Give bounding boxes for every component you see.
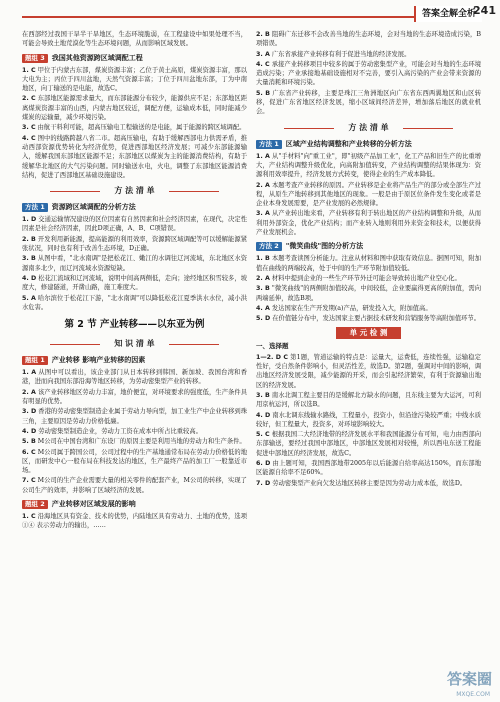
chapter-title: 第 2 节 产业转移——以东亚为例 [64, 319, 205, 331]
answer-number: 7. D [256, 479, 271, 487]
answer-number: 2. B [22, 235, 36, 243]
answer-text: M公司的生产企业需要大量的相关零件的配套产业，M公司的转移，实现了公司生产的效率，并影响了区域经济的发展。 [22, 477, 247, 494]
answer-item [256, 314, 481, 323]
answer-number: 2. B [256, 31, 270, 38]
answer-item [256, 304, 481, 313]
page-number: 241 [473, 4, 496, 17]
answer-number: 1. D [22, 216, 37, 224]
topic-title: 产业转移对区域发展的影响 [51, 499, 136, 508]
answer-item [22, 254, 247, 273]
answer-item [256, 50, 481, 59]
answer-number: 3. C [22, 124, 36, 132]
method-title: 区域产业结构调整和产业转移的分析方法 [285, 139, 412, 148]
answer-text: M公司属于跨国公司，公司过程中的生产基地通常布局在劳动力价格低的地区，而研发中心一般布局在科技发达的地区，生产最终产品的加工厂一般靠近市场。 [22, 448, 247, 475]
answer-item [22, 368, 247, 387]
answer-text: 从图中可以看出，该企业部门从日本转移到韩国、新加坡、我国台湾和香港，进而向我国东部沿海等地区转移，为劳动密集型产业的转移。 [22, 369, 247, 386]
right-column [256, 30, 481, 489]
answer-item [22, 407, 247, 426]
answer-item [22, 94, 247, 122]
answer-text: 从图中看，"北水南调"是把松花江、嫩江的水调往辽河流域，东北地区水资源南多北少，而辽河流域水资源短缺。 [22, 255, 247, 272]
answer-number: 3. B [22, 255, 36, 263]
answer-number: 5. C [256, 431, 270, 439]
answer-item [22, 66, 247, 94]
answer-text: "微笑曲线"的两侧附加值较高，中间较低，企业要赢得更高的附加值，需向两端延伸，故选B项。 [256, 285, 481, 302]
answer-text: 发达国家在生产开发期(a)产品，研发投入大，附加值高。 [271, 304, 432, 312]
unit-banner [256, 327, 481, 339]
answer-list [256, 254, 481, 323]
answer-item [22, 448, 247, 476]
answer-number: 1—2. D C [256, 353, 288, 361]
answer-item [22, 235, 247, 254]
answer-number: 2. A [256, 181, 270, 189]
answer-text: 广东省承接产业转移有利于促进当地的经济发展。 [271, 50, 411, 58]
topic-title: 产业转移 影响产业转移的因素 [51, 356, 146, 365]
method-tag: 方法 2 [256, 242, 282, 251]
answer-item [256, 284, 481, 303]
answer-text: 本题考查产业转移的原因。产业转移是企业将产品生产的部分或全部生产过程，从原生产地转移到其他地区的现象。一般是由于原区位条件发生变化或者是企业本身发展需要，是产业发展的必然规律。 [256, 181, 481, 208]
answer-item [256, 60, 481, 88]
answer-text: 图中的线路跨越八省二市。超高压输电，有助于缓解西部电力供需矛盾，推动西部资源优势转化为经济优势，促进西部地区经济发展；可减少东部能源输入，缓解我国东部地区能源不足；东部地区以煤炭为主的能源消费结构，有助于缓解华北地区的大气污染问题。同时输送水电，火电，调整了东部地区能源消费结构，促进了西部地区基础设施建设。 [22, 134, 247, 179]
answer-number: 3. D [22, 408, 37, 416]
answer-list [256, 152, 481, 238]
answer-number: 3. B [256, 285, 270, 293]
answer-number: 5. B [256, 89, 270, 97]
answer-number: 4. D [256, 411, 271, 419]
answer-text: 材料中提到企业的一些生产环节外迁可能会导致转出地产业空心化。 [271, 274, 461, 282]
topic-tag: 题组 1 [22, 356, 48, 365]
watermark-logo [434, 668, 492, 698]
section-title [22, 337, 247, 351]
answer-item [256, 152, 481, 180]
topic-heading [22, 354, 247, 366]
answer-item [22, 476, 247, 495]
answer-item [256, 254, 481, 273]
answer-list [256, 30, 481, 117]
answer-number: 4. A [256, 304, 270, 312]
answer-number: 4. C [256, 60, 270, 68]
answer-text: 松花江流域和辽河流域，说明中间高两侧低，走向；途经地区积雪较多，坡度大，修建隧道，开凿山路，施工难度大。 [22, 274, 247, 292]
method-heading [256, 138, 481, 150]
answer-item [22, 388, 247, 407]
topic-heading [22, 52, 247, 64]
answer-text: 劳动密集型产业向欠发达地区转移主要是因为劳动力成本低，故选D。 [272, 479, 467, 487]
answer-number: 2. C [22, 95, 36, 103]
method-title: 资源跨区域调配的分析方法 [51, 203, 136, 212]
answer-number: 1. A [256, 152, 270, 160]
section-title [256, 121, 481, 135]
header-tab: 答案全解全析 [414, 6, 482, 22]
answer-text: 沿海地区具有资金、技术的优势，内陆地区具有劳动力、土地的优势，选项①④ 表示劳动力的输出，…… [22, 512, 247, 530]
answer-text: 从产业转出地来看，产业转移有利于转出地区的产业结构调整和升级，从而利用外部资金，优化产业结构；而产业转入地则利用外来资金和技术，以便获得产业发展机会。 [256, 210, 481, 237]
answer-text: 承接产业转移项目中较多的属于劳动密集型产业，可能会对当地的生态环境造成污染；产业承接地基础设施相对不完善，要引入高污染的产业会带来资源的大量消耗和环境污染。 [256, 60, 481, 87]
answer-text: 第1题，管道运输的特点是：运量大，运费低，连续性强，运输稳定性好，受自然条件影响小，但灵活性差，故选D。第2题，强调对中间的影响，调出地区经济发展受限，减少能源的开采，而会引起经济繁荣，有利于资源输出地区的经济发展。 [256, 353, 481, 389]
answer-text: 本题考查读图分析能力。注意从材料和图中获取有效信息。据图可知，附加值在曲线的两端较高，处于中间的生产环节附加值较低。 [256, 255, 481, 272]
section-title-text: 方 法 清 单 [348, 122, 389, 132]
answer-number: 5. A [22, 294, 36, 302]
answer-number: 1. C [22, 512, 36, 520]
topic-title: 我国其他资源跨区域调配工程 [51, 53, 143, 62]
answer-number: 1. A [22, 369, 37, 377]
answer-item [256, 479, 481, 488]
answer-item [256, 274, 481, 283]
answer-item [256, 459, 481, 478]
page-header [0, 0, 500, 26]
answer-number: 5. B [22, 438, 36, 446]
answer-text: 根据我国二大经济地带的经济发展水平和我国能源分布可知，电力由西部向东部输送，要经过我国中部地区，中部地区发展相对较慢，所以西电东送工程能促进中部地区的经济发展，故选C。 [256, 431, 481, 457]
left-column [22, 30, 247, 532]
answer-text: M公司在中国台湾和广东设厂的原因主要是利用当地的劳动力和生产条件。 [37, 438, 246, 446]
answer-list [22, 66, 247, 181]
answer-text: 甲位于内蒙古东部，煤炭资源丰富；乙位于黄土高原，煤炭资源丰富，那以大电为主；丙位于四川盆地，天然气资源丰富；丁位于四川盆地东部，丁为中南地区，向丁输送的是电能，故选C。 [22, 66, 247, 93]
answer-item [22, 134, 247, 180]
answer-item [22, 437, 247, 446]
topic-tag: 题组 3 [22, 54, 48, 63]
answer-number: 2. A [22, 388, 36, 396]
answer-text: 由上题可知，我国西部地带2005年以后能源自给率高达150%，而东部地区能源自给率不足60%。 [256, 459, 481, 477]
answer-number: 4. D [22, 274, 37, 282]
answer-list [256, 353, 481, 488]
answer-item [256, 181, 481, 209]
method-tag: 方法 1 [22, 203, 48, 212]
answer-list [22, 368, 247, 495]
answer-number: 6. C [22, 448, 36, 456]
answer-list [22, 512, 247, 531]
answer-number: 1. C [22, 66, 36, 74]
answer-text: 阻碍广东迁移不会改善当地的生态环境，会对当地的生态环境造成污染，B项错误。 [256, 31, 481, 48]
answer-number: 3. A [256, 50, 270, 58]
answer-text: 南水北调东线输水路线，工程量小，投资小，但沿途污染较严重；中线水质较好，但工程量大，投资多，对环境影响较大。 [256, 411, 481, 428]
answer-text: 哈尔滨位于松花江下游，"北水南调"可以降低松花江夏季洪水水位，减小洪水危害。 [22, 294, 247, 311]
topic-tag: 题组 2 [22, 500, 48, 509]
answer-number: 7. C [22, 477, 36, 485]
method-heading [256, 240, 481, 252]
answer-item [22, 274, 247, 293]
answer-item [256, 30, 481, 49]
answer-text: 香港的劳动密集型制造企业属于劳动力导向型，加工业生产中企业转移到珠三角，主要原因是劳动力价格低廉。 [22, 408, 247, 425]
topic-heading [22, 498, 247, 510]
answer-item [256, 353, 481, 390]
part-title: 一、选择题 [256, 342, 289, 351]
section-title-text: 知 识 清 单 [114, 339, 155, 349]
answer-text: 交通运输情况建设的区位因素有自然因素和社会经济因素，在现代，决定性因素是社会经济因素，因此D项正确，A、B、C项错误。 [22, 216, 247, 233]
method-heading [22, 201, 247, 213]
answer-item [22, 215, 247, 234]
answer-text: 开发利用新能源，提高能源的利用效率，资源跨区域调配等可以缓解能源紧张状况，同时也有利于改善生态环境，D正确。 [22, 235, 247, 253]
answer-item [22, 427, 247, 436]
answer-text: 该产业转移地区劳动力丰富，地价便宜，对环境要求的强度低，生产条件具有明显的优势。 [22, 388, 247, 406]
answer-list [22, 215, 247, 312]
unit-banner-text: 单 元 检 测 [336, 327, 402, 339]
answer-text: 东部地区能源需求量大，而东部能源分布较少，能源供应不足；东部地区距离煤炭资源丰富的山西，内蒙古地区较近，调配方便，运输成本低，同时能减少煤炭的运输量，减少环境污染。 [22, 95, 247, 122]
answer-number: 6. D [256, 459, 271, 467]
answer-text: 南水北调工程主要目的是缓解北方缺水的问题，且东线主要为大运河，可利用京杭运河，所以选B。 [256, 391, 481, 409]
watermark-url: MXQE.COM [456, 691, 490, 698]
answer-item [256, 89, 481, 117]
answer-text: 劳动密集型制造企业，劳动力工资在成本中所占比重较高。 [38, 427, 202, 435]
section-title-text: 方 法 清 单 [114, 186, 155, 196]
answer-text: 在价值链分布中，发达国家主要占据技术研发和营销服务等高附加值环节。 [272, 315, 481, 323]
answer-text: 从"手材料"向"重工业"，即"初级产品加工业"，化工产品和旧生产的比重增大，产业结构调整升级优化，向高附加值转变，产业结构调整的结果体现为：资源利用效率提升，经济发展方式转变，使得企业的生产成本降低。 [256, 152, 481, 179]
answer-number: 5. D [256, 315, 271, 323]
answer-number: 3. A [256, 210, 270, 218]
answer-text: 广东省产业转移，主要是珠江三角洲地区向广东省东西两翼地区和山区转移，促进广东省地区经济发展，缩小区域间经济差异，增加落后地区的就业机会。 [256, 89, 482, 116]
answer-item [22, 512, 247, 531]
answer-text: 由航干料利可能，超高压输电工程输送的是电能，属于能源的跨区域调配。 [37, 124, 246, 132]
answer-item [256, 209, 481, 237]
answer-number: 4. C [22, 134, 36, 142]
method-title: "微笑曲线"图的分析方法 [285, 242, 364, 251]
answer-number: 4. D [22, 427, 37, 435]
answer-number: 3. B [256, 391, 270, 399]
watermark-text: 答案圈 [446, 670, 492, 688]
method-tag: 方法 1 [256, 140, 282, 149]
answer-number: 1. B [256, 255, 270, 263]
section-title [22, 184, 247, 198]
answer-item [22, 294, 247, 313]
answer-number: 2. A [256, 274, 270, 282]
answer-item [256, 391, 481, 410]
intro-paragraph: 在西部经过我国干旱半干旱地区，生态环境脆弱，在工程建设中如果处理不当，可能会导致土地荒漠化等生态环境问题，从而影响区域发展。 [22, 31, 247, 48]
answer-item [256, 430, 481, 458]
answer-item [22, 123, 247, 132]
answer-item [256, 411, 481, 430]
header-rule [22, 16, 430, 18]
